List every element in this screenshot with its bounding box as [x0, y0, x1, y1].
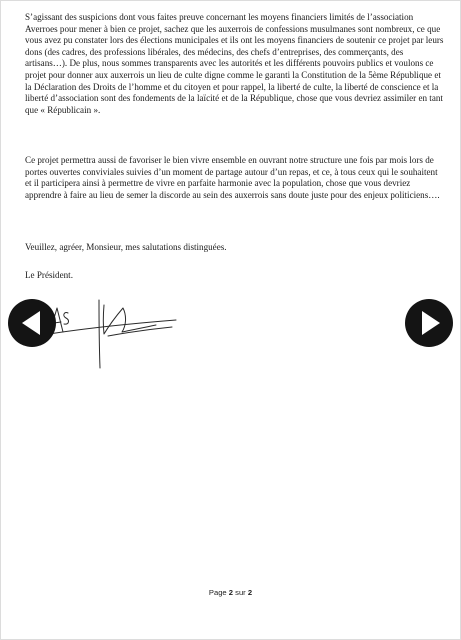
page-total: 2	[247, 588, 253, 597]
page-separator: sur	[235, 588, 246, 597]
page-current: 2	[228, 588, 234, 597]
chevron-left-icon	[8, 299, 56, 347]
handwritten-signature	[48, 292, 178, 370]
page-label: Page	[208, 588, 227, 597]
letter-paragraph: S’agissant des suspicions dont vous faites preuve concernant les moyens financiers limités de l’association Averroes pour mener à bien ce projet, sachez que les auxerrois de confessions musulmanes sont nombreux, ce que vous avez pu constater lors des élections municipales et ils ont les moyens financiers de soutenir ce projet par leurs dons (des cadres, des professions libérales, des médecins, des chefs d’entreprises, des commerçants, des artisans…). De plus, nous sommes transparents avec les autorités et les différents pouvoirs publics et voulons ce projet pour donner aux auxerrois un lieu de culte digne comme le garanti la Constitution de la 5ème République et la Déclaration des Droits de l’homme et du citoyen et pour rappel, la liberté de culte, la liberté de conscience et la liberté d’association sont des fondements de la laïcité et de la République, chose que vous devriez assimiler en tant que « Républicain ».	[25, 12, 444, 115]
letter-paragraph: Ce projet permettra aussi de favoriser le bien vivre ensemble en ouvrant notre structure une fois par mois lors de portes ouvertes conviviales suivies d’un moment de partage autour d’un repas, et ce, à tous ceux qui le souhaitent et il participera ainsi à permettre de vivre en parfaite harmonie avec la population, chose que vous devriez apprendre à faire au lieu de semer la discorde au sein des auxerrois sans doute juste pour des enjeux politiciens….	[25, 155, 440, 200]
page-indicator	[0, 588, 461, 597]
chevron-right-icon	[405, 299, 453, 347]
next-page-button[interactable]	[405, 299, 453, 347]
previous-page-button[interactable]	[8, 299, 56, 347]
letter-closing: Veuillez, agréer, Monsieur, mes salutations distinguées.	[25, 242, 227, 252]
signer-title: Le Président.	[25, 270, 73, 280]
